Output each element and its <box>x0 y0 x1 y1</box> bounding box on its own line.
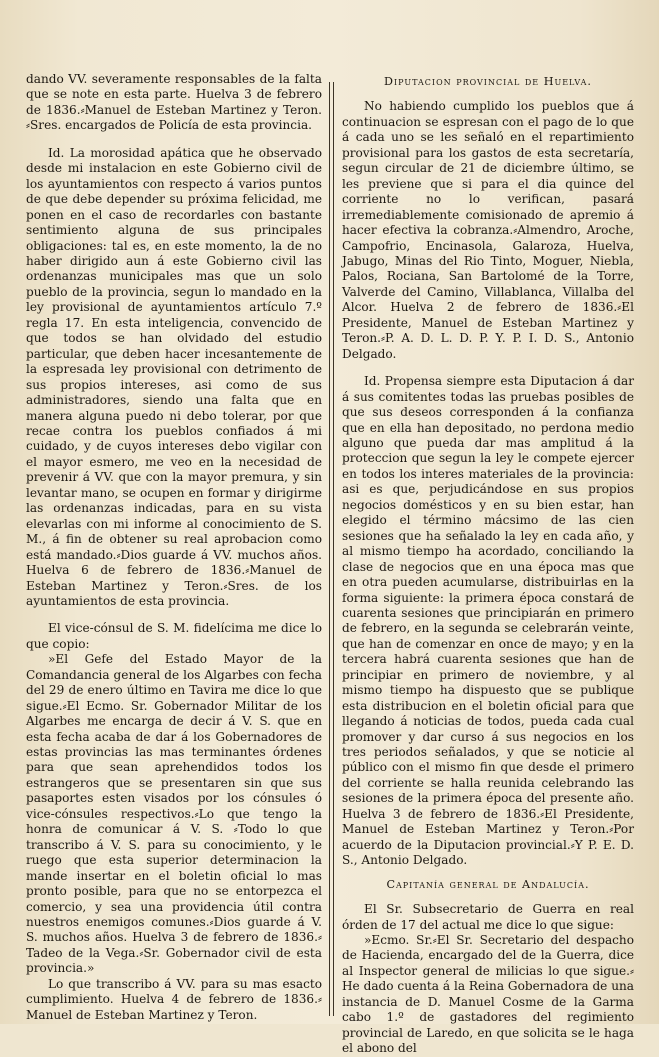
paragraph: Lo que transcribo á VV. para su mas esacto cumplimiento. Huelva 4 de febrero de 1836.⸗Manuel de Esteban Martinez y Teron. <box>26 976 322 1022</box>
paragraph: »Ecmo. Sr.⸗El Sr. Secretario del despacho de Hacienda, encargado del de la Guerra, dice al Inspector general de milicias lo que sigue.⸗He dado cuenta á la Reina Gobernadora de una instancia de D. Manuel Cosme de la Garma cabo 1.º de gastadores del regimiento provincial de Laredo, en que solicita se le haga el abono del <box>342 933 634 1056</box>
column-divider <box>329 82 330 1016</box>
paragraph: dando VV. severamente responsables de la falta que se note en esta parte. Huelva 3 de febrero de 1836.⸗Manuel de Esteban Martinez y Teron. ⸗Sres. encargados de Policía de esta provincia. <box>26 72 322 133</box>
paragraph: El vice-cónsul de S. M. fidelícima me dice lo que copio: <box>26 621 322 651</box>
paragraph: Id. Propensa siempre esta Diputacion á dar á sus comitentes todas las pruebas posibles de que sus deseos corresponden á la confianza que en ella han depositado, no perdona medio alguno que pueda dar mas amplitud á la proteccion que segun la ley le compete ejercer en todos los interes materiales de la provincia: asi es que, perjudicándose en sus propios negocios domésticos y en su bien estar, han elegido el término mácsimo de las cien sesiones que ha señalado la ley en cada año, y al mismo tiempo ha acordado, conciliando la clase de negocios que en una época mas que en otra pueden acumularse, distribuirlas en la forma siguiente: la primera época constará de cuarenta sesiones que principiarán en primero de febrero, en la segunda se celebrarán veinte, que han de comenzar en once de mayo; y en la tercera habrá cuarenta sesiones que han de principiar en primero de noviembre, y al mismo tiempo ha dispuesto que se publique esta distribucion en el boletin oficial para que llegando á noticias de todos, pueda cada cual promover y dar curso á sus negocios en los tres periodos señalados, y que se noticie al público con el mismo fin que desde el primero del corriente se halla reunida celebrando las sesiones de la primera época del presente año. Huelva 3 de febrero de 1836.⸗El Presidente, Manuel de Esteban Martinez y Teron.⸗Por acuerdo de la Diputacion provincial.⸗Y P. E. D. S., Antonio Delgado. <box>342 374 634 868</box>
paragraph: »El Gefe del Estado Mayor de la Comandancia general de los Algarbes con fecha del 29 de enero último en Tavira me dice lo que sigue.⸗El Ecmo. Sr. Gobernador Militar de los Algarbes me encarga de decir á V. S. que en esta fecha acaba de dar á los Gobernadores de estas provincias las mas terminantes órdenes para que sean aprehendidos todos los estrangeros que se presentaren sin que sus pasaportes esten visados por los cónsules ó vice-cónsules respectivos.⸗Lo que tengo la honra de comunicar á V. S. ⸗Todo lo que transcribo á V. S. para su conocimiento, y le ruego que esta superior determinacion la mande insertar en el boletin oficial lo mas pronto posible, para que no se entorpezca el comercio, y sea una providencia útil contra nuestros enemigos comunes.⸗Dios guarde á V. S. muchos años. Huelva 3 de febrero de 1836.⸗Tadeo de la Vega.⸗Sr. Gobernador civil de esta provincia.» <box>26 652 322 976</box>
paragraph: El Sr. Subsecretario de Guerra en real órden de 17 del actual me dice lo que sigue: <box>342 902 634 932</box>
left-column <box>26 72 322 1022</box>
right-column <box>342 72 634 1056</box>
paragraph: Id. La morosidad apática que he observado desde mi instalacion en este Gobierno civil de los ayuntamientos con respecto á varios puntos de que debe depender su próxima felicidad, me ponen en el caso de recordarles con bastante sentimiento alguna de sus principales obligaciones: tal es, en este momento, la de no haber dirigido aun á este Gobierno civil las ordenanzas municipales mas que un solo pueblo de la provincia, segun lo mandado en la ley provisional de ayuntamientos artículo 7.º regla 17. En esta inteligencia, convencido de que todos se han olvidado del estudio particular, que deben hacer incesantemente de la espresada ley provisional con detrimento de sus propios intereses, asi como de sus administradores, siendo una falta que en manera alguna puedo ni debo tolerar, por que recae contra los pueblos confiados á mi cuidado, y de cuyos intereses debo vigilar con el mayor esmero, me veo en la necesidad de prevenir á VV. que con la mayor premura, y sin levantar mano, se ocupen en formar y dirigirme las ordenanzas indicadas, para en su vista elevarlas con mi informe al conocimiento de S. M., á fin de obtener su real aprobacion como está mandado.⸗Dios guarde á VV. muchos años. Huelva 6 de febrero de 1836.⸗Manuel de Esteban Martinez y Teron.⸗Sres. de los ayuntamientos de esta provincia. <box>26 145 322 608</box>
section-heading: Diputacion provincial de Huelva. <box>384 75 592 88</box>
column-divider <box>333 82 334 1016</box>
paragraph: No habiendo cumplido los pueblos que á continuacion se espresan con el pago de lo que á cada uno se les señaló en el repartimiento provisional para los gastos de esta secretaría, segun circular de 21 de diciembre último, se les previene que si para el dia quince del corriente no lo verifican, pasará irremediablemente comisionado de apremio á hacer efectiva la cobranza.⸗Almendro, Aroche, Campofrio, Encinasola, Galaroza, Huelva, Jabugo, Minas del Rio Tinto, Moguer, Niebla, Palos, Rociana, San Bartolomé de la Torre, Valverde del Camino, Villablanca, Villalba del Alcor. Huelva 2 de febrero de 1836.⸗El Presidente, Manuel de Esteban Martinez y Teron.⸗P. A. D. L. D. P. Y. P. I. D. S., Antonio Delgado. <box>342 99 634 361</box>
section-heading: Capitanía general de Andalucía. <box>386 877 590 891</box>
